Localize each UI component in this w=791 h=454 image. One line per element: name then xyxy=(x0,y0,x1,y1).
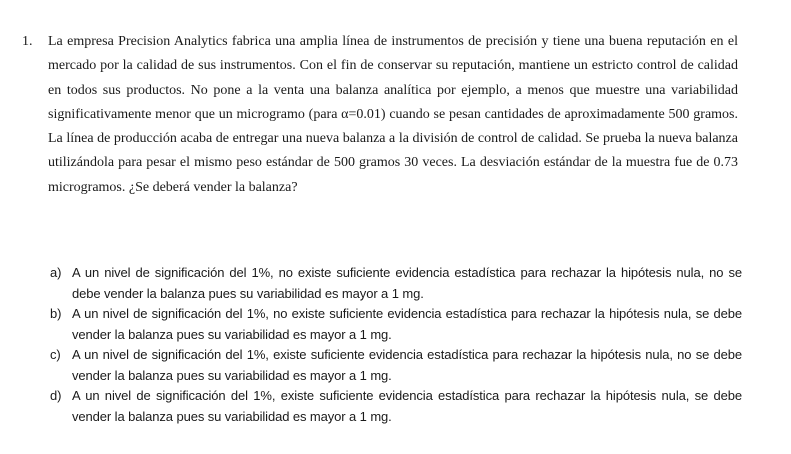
option-b xyxy=(50,304,742,345)
option-text: A un nivel de significación del 1%, existe suficiente evidencia estadística para rechazar la hipótesis nula, no se debe vender la balanza pues su variabilidad es mayor a 1 mg. xyxy=(72,347,742,383)
option-letter: b) xyxy=(50,306,62,321)
option-letter: a) xyxy=(50,265,62,280)
option-text: A un nivel de significación del 1%, no existe suficiente evidencia estadística para rechazar la hipótesis nula, se debe vender la balanza pues su variabilidad es mayor a 1 mg. xyxy=(72,306,742,342)
option-a xyxy=(50,263,742,304)
option-text: A un nivel de significación del 1%, existe suficiente evidencia estadística para rechazar la hipótesis nula, se debe vender la balanza pues su variabilidad es mayor a 1 mg. xyxy=(72,388,742,424)
option-d xyxy=(50,386,742,427)
option-letter: c) xyxy=(50,347,61,362)
question-block xyxy=(22,30,738,200)
question-text: La empresa Precision Analytics fabrica una amplia línea de instrumentos de precisión y tiene una buena reputación en el mercado por la calidad de sus instrumentos. Con el fin de conservar su reputación, mantiene un estricto control de calidad en todos sus productos. No pone a la venta una balanza analítica por ejemplo, a menos que muestre una variabilidad significativamente menor que un microgramo (para α=0.01) cuando se pesan cantidades de aproximadamente 500 gramos. La línea de producción acaba de entregar una nueva balanza a la división de control de calidad. Se prueba la nueva balanza utilizándola para pesar el mismo peso estándar de 500 gramos 30 veces. La desviación estándar de la muestra fue de 0.73 microgramos. ¿Se deberá vender la balanza? xyxy=(48,34,738,195)
question-number: 1. xyxy=(22,34,33,49)
option-letter: d) xyxy=(50,388,62,403)
question-row xyxy=(22,30,738,200)
answer-options-list xyxy=(50,263,742,427)
option-c xyxy=(50,345,742,386)
option-text: A un nivel de significación del 1%, no existe suficiente evidencia estadística para rechazar la hipótesis nula, no se debe vender la balanza pues su variabilidad es mayor a 1 mg. xyxy=(72,265,742,301)
